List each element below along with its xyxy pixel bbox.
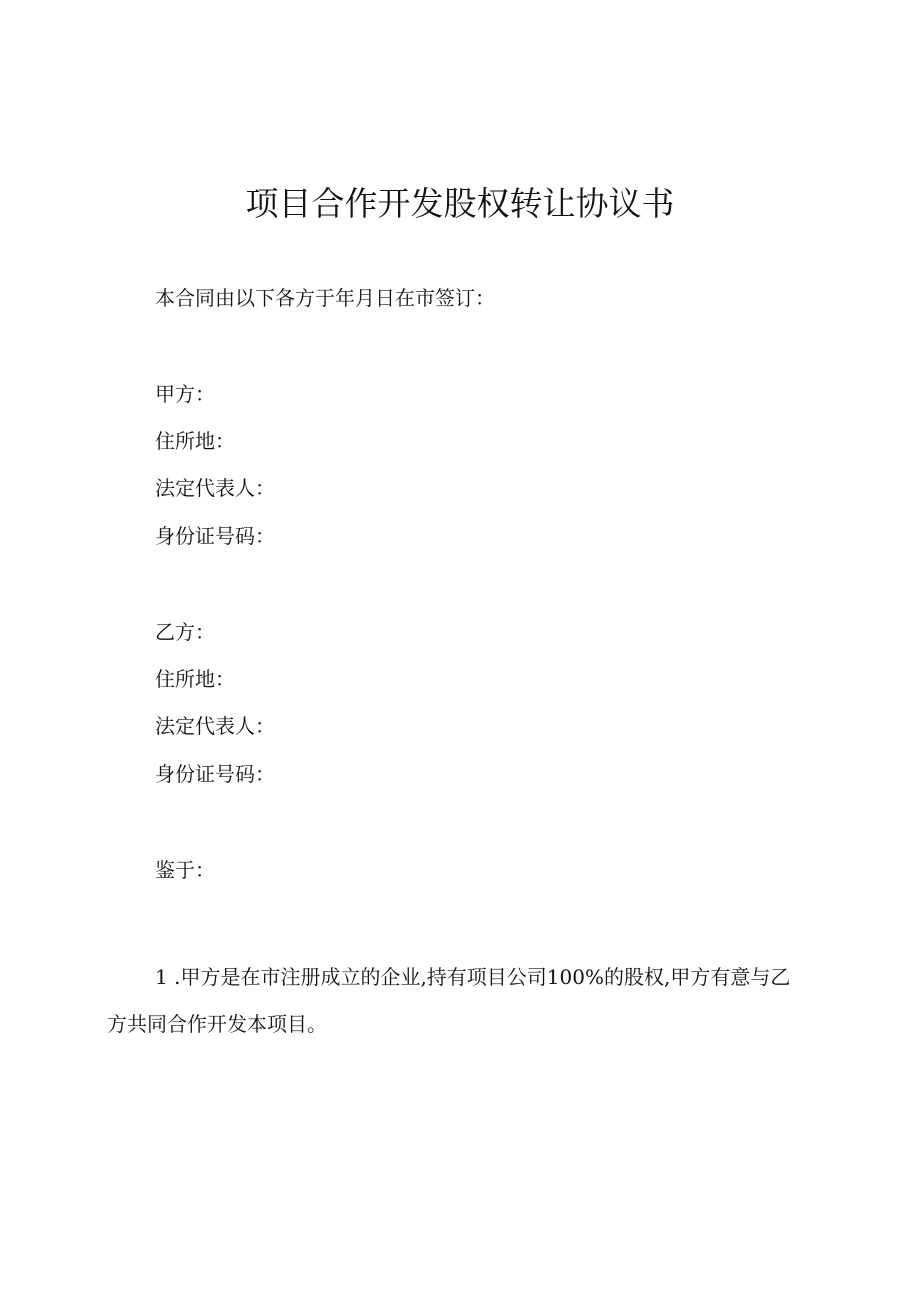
party-a-representative: 法定代表人： — [155, 476, 275, 500]
party-a-id-number: 身份证号码： — [155, 524, 275, 548]
intro-line: 本合同由以下各方于年月日在市签订： — [155, 286, 495, 310]
party-a-label: 甲方： — [155, 382, 215, 406]
party-b-id-number: 身份证号码： — [155, 762, 275, 786]
whereas-heading: 鉴于： — [155, 858, 215, 882]
party-a-address: 住所地： — [155, 429, 235, 453]
party-b-representative: 法定代表人： — [155, 714, 275, 738]
document-title: 项目合作开发股权转让协议书 — [245, 184, 675, 223]
party-b-label: 乙方： — [155, 620, 215, 644]
party-b-address: 住所地： — [155, 667, 235, 691]
clause-1: 1 .甲方是在市注册成立的企业,持有项目公司100%的股权,甲方有意与乙方共同合作开发本项目。 — [107, 965, 791, 1036]
